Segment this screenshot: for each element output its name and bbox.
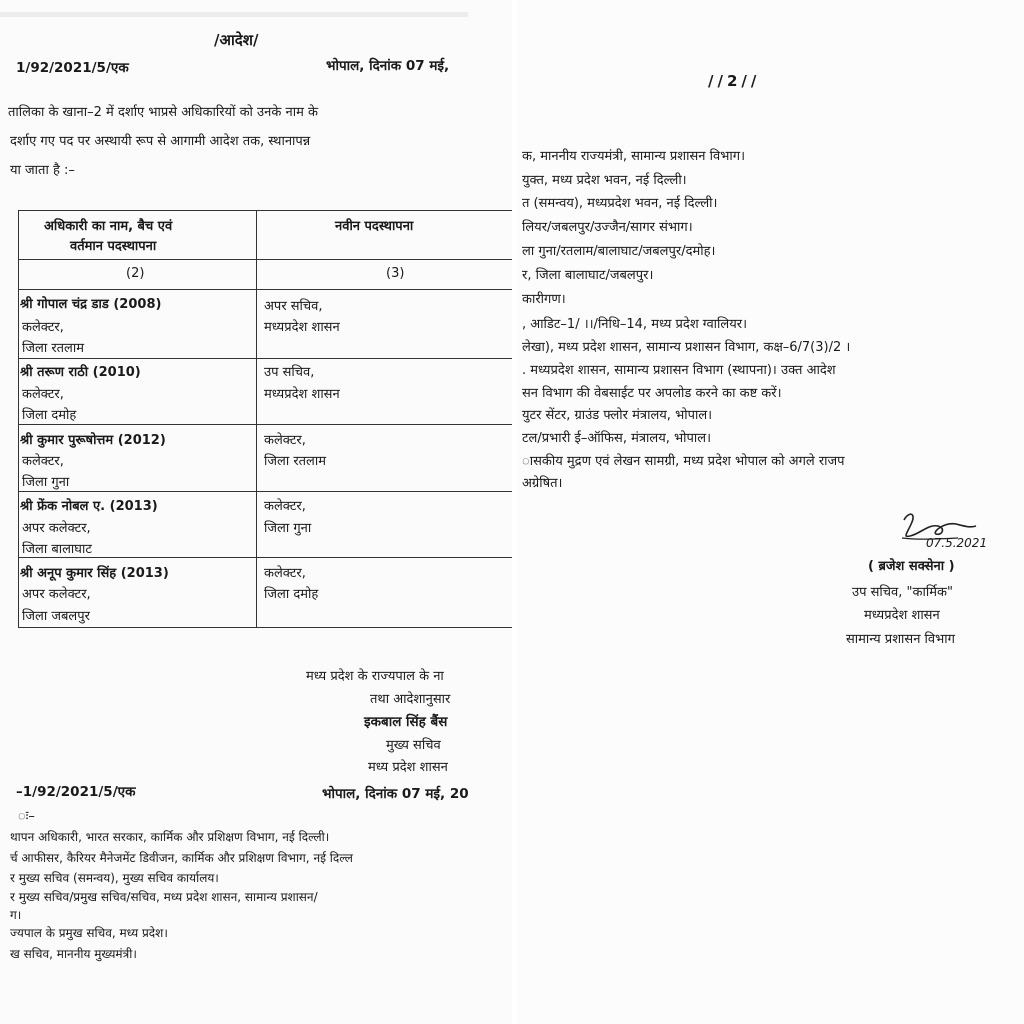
table-border (18, 289, 512, 290)
intro-line-1: तालिका के खाना–2 में दर्शाए भाप्रसे अधिकारियों को उनके नाम के (8, 105, 318, 120)
distribution-line: . मध्यप्रदेश शासन, सामान्य प्रशासन विभाग (स्थापना)। उक्त आदेश (522, 363, 836, 378)
copy-line: ग। (10, 908, 22, 922)
distribution-line: कारीगण। (522, 292, 566, 307)
deputy-secretary-name: ( ब्रजेश सक्सेना ) (868, 559, 955, 574)
current-district: जिला दमोह (22, 408, 77, 423)
new-post: कलेक्टर, (264, 433, 306, 448)
scan-edge (0, 12, 468, 17)
table-border-bottom (18, 627, 512, 628)
distribution-line: ासकीय मुद्रण एवं लेखन सामग्री, मध्य प्रदेश भोपाल को अगले राजप (522, 454, 845, 469)
officer-name: श्री अनूप कुमार सिंह (2013) (20, 566, 169, 581)
right-document-page (518, 0, 1024, 1024)
copy-line: थापन अधिकारी, भारत सरकार, कार्मिक और प्रशिक्षण विभाग, नई दिल्ली। (10, 830, 330, 844)
distribution-line: र, जिला बालाघाट/जबलपुर। (522, 268, 654, 283)
page-number: //2// (708, 72, 761, 90)
current-district: जिला रतलाम (22, 341, 85, 356)
copy-line: ख सचिव, माननीय मुख्यमंत्री। (10, 947, 137, 961)
table-border (18, 259, 512, 260)
distribution-line: टल/प्रभारी ई–ऑफिस, मंत्रालय, भोपाल। (522, 431, 712, 446)
chief-secretary-name: इकबाल सिंह बैंस (364, 714, 448, 730)
current-district: जिला गुना (22, 475, 70, 490)
distribution-line: , आडिट–1/ ।।/निधि–14, मध्य प्रदेश ग्वालियर। (522, 317, 748, 332)
distribution-line: लेखा), मध्य प्रदेश शासन, सामान्य प्रशासन विभाग, कक्ष–6/7(3)/2 । (522, 340, 851, 355)
current-district: जिला बालाघाट (22, 542, 92, 557)
current-post: कलेक्टर, (22, 454, 64, 469)
table-border-top (18, 210, 512, 211)
chief-secretary-title: मुख्य सचिव (386, 738, 441, 753)
col3-header: नवीन पदस्थापना (335, 219, 414, 234)
new-office: जिला गुना (264, 521, 312, 536)
distribution-line: युटर सेंटर, ग्राउंड फ्लोर मंत्रालय, भोपाल। (522, 408, 713, 423)
intro-line-3: या जाता है :– (10, 163, 75, 178)
distribution-line: अग्रेषित। (522, 476, 563, 491)
table-border (18, 424, 512, 425)
distribution-line: ला गुना/रतलाम/बालाघाट/जबलपुर/दमोह। (522, 244, 716, 259)
order-number: 1/92/2021/5/एक (16, 60, 129, 76)
distribution-line: युक्त, मध्य प्रदेश भवन, नई दिल्ली। (522, 173, 687, 188)
authority-line-1: मध्य प्रदेश के राज्यपाल के ना (306, 669, 444, 684)
table-border (18, 358, 512, 359)
officer-name: श्री फ्रेंक नोबल ए. (2013) (20, 499, 158, 514)
new-post: उप सचिव, (264, 365, 315, 380)
table-column-divider (256, 210, 257, 627)
new-office: जिला दमोह (264, 587, 319, 602)
col2-header-line1: अधिकारी का नाम, बैच एवं (44, 219, 173, 234)
current-post: अपर कलेक्टर, (22, 587, 91, 602)
new-post: कलेक्टर, (264, 499, 306, 514)
copy-order-number: –1/92/2021/5/एक (16, 784, 136, 800)
place-date: भोपाल, दिनांक 07 मई, (326, 58, 450, 74)
authority-line-2: तथा आदेशानुसार (370, 692, 451, 707)
new-office: मध्यप्रदेश शासन (264, 387, 340, 402)
col2-number: (2) (126, 266, 145, 281)
copy-line: र मुख्य सचिव (समन्वय), मुख्य सचिव कार्यालय। (10, 871, 219, 885)
new-post: कलेक्टर, (264, 566, 306, 581)
officer-name: श्री कुमार पुरूषोत्तम (2012) (20, 433, 166, 448)
deputy-secretary-department: सामान्य प्रशासन विभाग (846, 632, 955, 647)
distribution-line: लियर/जबलपुर/उज्जैन/सागर संभाग। (522, 220, 693, 235)
table-border (18, 557, 512, 558)
deputy-secretary-title: उप सचिव, "कार्मिक" (852, 585, 953, 600)
chief-secretary-office: मध्य प्रदेश शासन (368, 760, 448, 775)
deputy-secretary-office: मध्यप्रदेश शासन (864, 608, 940, 623)
copy-line: र मुख्य सचिव/प्रमुख सचिव/सचिव, मध्य प्रदेश शासन, सामान्य प्रशासन/ (10, 890, 318, 904)
copy-line: ज्यपाल के प्रमुख सचिव, मध्य प्रदेश। (10, 926, 168, 940)
copy-place-date: भोपाल, दिनांक 07 मई, 20 (322, 786, 469, 802)
distribution-line: त (समन्वय), मध्यप्रदेश भवन, नई दिल्ली। (522, 196, 718, 211)
order-heading: /आदेश/ (214, 31, 259, 49)
new-office: जिला रतलाम (264, 454, 327, 469)
table-border (18, 491, 512, 492)
distribution-line: सन विभाग की वेबसाईट पर अपलोड करने का कष्ट करें। (522, 386, 782, 401)
current-post: कलेक्टर, (22, 320, 64, 335)
current-post: कलेक्टर, (22, 387, 64, 402)
col2-header-line2: वर्तमान पदस्थापना (70, 239, 157, 254)
copy-line: र्च आफीसर, कैरियर मैनेजमेंट डिवीजन, कार्मिक और प्रशिक्षण विभाग, नई दिल्ल (10, 851, 353, 865)
table-border-left (18, 210, 19, 627)
officer-name: श्री गोपाल चंद्र डाड (2008) (20, 297, 162, 312)
intro-line-2: दर्शाए गए पद पर अस्थायी रूप से आगामी आदेश तक, स्थानापन्न (10, 134, 311, 149)
copy-intro: ः– (18, 809, 35, 824)
new-post: अपर सचिव, (264, 299, 323, 314)
distribution-line: क, माननीय राज्यमंत्री, सामान्य प्रशासन विभाग। (522, 149, 745, 164)
signature-date: 07.5.2021 (926, 536, 988, 550)
current-district: जिला जबलपुर (22, 609, 90, 624)
officer-name: श्री तरूण राठी (2010) (20, 365, 141, 380)
new-office: मध्यप्रदेश शासन (264, 320, 340, 335)
col3-number: (3) (386, 266, 405, 281)
current-post: अपर कलेक्टर, (22, 521, 91, 536)
